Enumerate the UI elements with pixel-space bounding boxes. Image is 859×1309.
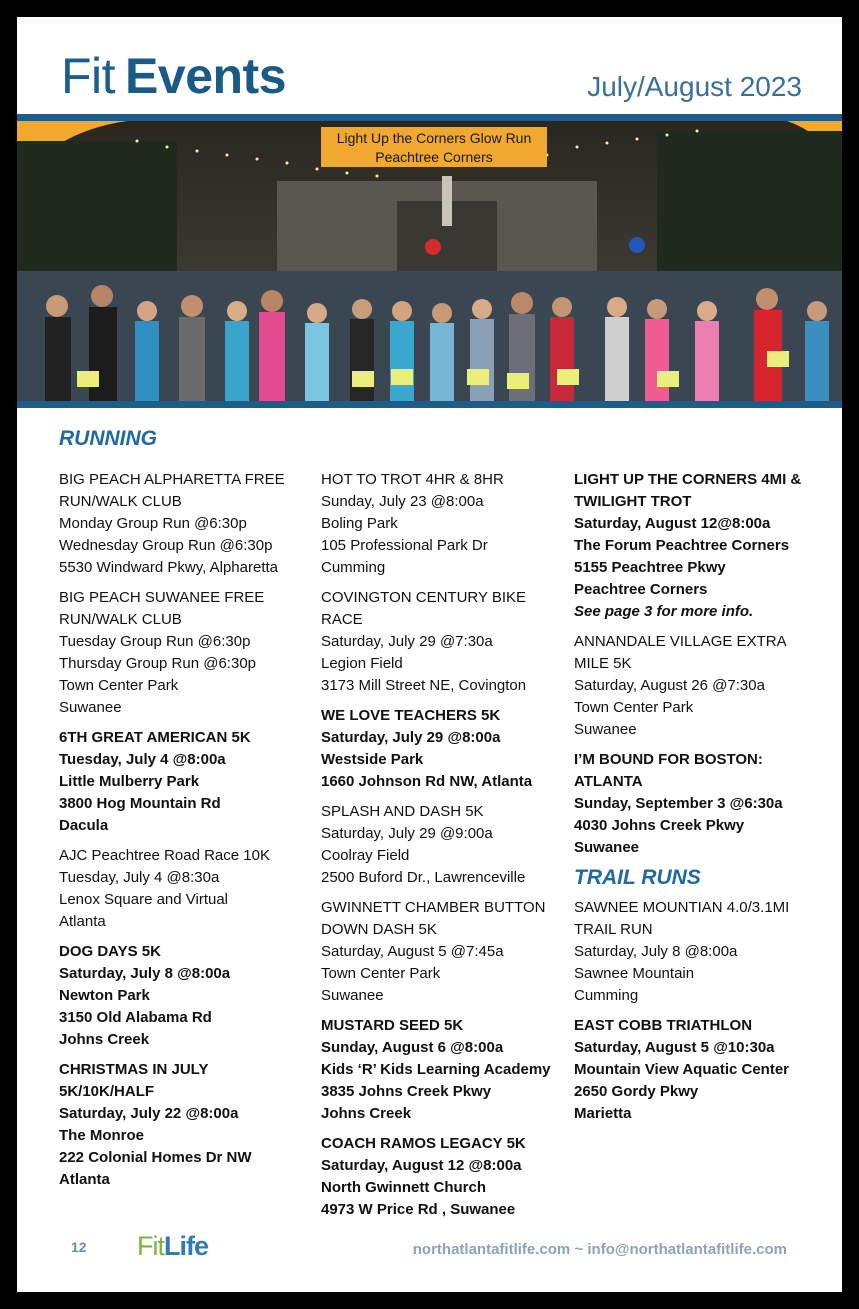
event-detail: 3835 Johns Creek Pkwy: [321, 1083, 492, 1100]
event-detail: Sunday, July 23 @8:00a: [321, 493, 484, 510]
race-crowd-photo: [17, 121, 842, 401]
magazine-page: [17, 17, 842, 1292]
event-detail: Little Mulberry Park: [59, 773, 200, 790]
event-detail: Dacula: [59, 817, 109, 834]
masthead: [17, 17, 842, 115]
event-listing: [59, 941, 309, 1051]
event-name: HOT TO TROT 4HR & 8HR: [321, 471, 504, 488]
event-listing: [59, 469, 309, 579]
event-detail: Johns Creek: [59, 1031, 150, 1048]
event-listing: [59, 587, 309, 719]
event-listing: [574, 631, 824, 741]
event-detail: Suwanee: [574, 721, 637, 738]
photo-caption: [321, 127, 547, 167]
event-listing: [574, 749, 824, 859]
event-detail: Sunday, September 3 @6:30a: [574, 795, 783, 812]
event-name: WE LOVE TEACHERS 5K: [321, 707, 501, 724]
caption-line-2: Peachtree Corners: [375, 149, 493, 165]
event-detail: 3150 Old Alabama Rd: [59, 1009, 212, 1026]
event-detail: Tuesday, July 4 @8:00a: [59, 751, 226, 768]
event-listing: [574, 469, 824, 623]
event-detail: TRAIL RUN: [574, 921, 653, 938]
event-name: BIG PEACH SUWANEE FREE: [59, 589, 265, 606]
events-column-2: [321, 469, 571, 1229]
event-detail: RACE: [321, 611, 363, 628]
event-name: EAST COBB TRIATHLON: [574, 1017, 753, 1034]
event-detail: Tuesday, July 4 @8:30a: [59, 869, 220, 886]
event-detail: Marietta: [574, 1105, 632, 1122]
event-detail: 2650 Gordy Pkwy: [574, 1083, 699, 1100]
event-detail: RUN/WALK CLUB: [59, 611, 182, 628]
page-title: [61, 48, 287, 104]
event-detail: Saturday, August 12@8:00a: [574, 515, 771, 532]
event-detail: ATLANTA: [574, 773, 643, 790]
events-column-3: [574, 469, 824, 1133]
event-detail: Atlanta: [59, 913, 106, 930]
event-detail: Saturday, August 12 @8:00a: [321, 1157, 522, 1174]
event-detail: The Monroe: [59, 1127, 144, 1144]
event-detail: Lenox Square and Virtual: [59, 891, 229, 908]
page-number: 12: [71, 1239, 87, 1255]
top-rule: [17, 114, 842, 121]
title-light: Fit: [61, 48, 116, 104]
event-detail: MILE 5K: [574, 655, 632, 672]
event-listing: [321, 897, 571, 1007]
event-detail: Tuesday Group Run @6:30p: [59, 633, 251, 650]
event-name: SAWNEE MOUNTIAN 4.0/3.1MI: [574, 899, 790, 916]
event-name: COVINGTON CENTURY BIKE: [321, 589, 527, 606]
event-detail: 5530 Windward Pkwy, Alpharetta: [59, 559, 279, 576]
title-bold: Events: [125, 48, 287, 104]
event-listing: [59, 1059, 309, 1191]
event-detail: Monday Group Run @6:30p: [59, 515, 247, 532]
event-detail: Coolray Field: [321, 847, 410, 864]
event-listing: [574, 1015, 824, 1125]
event-detail: The Forum Peachtree Corners: [574, 537, 790, 554]
page-footer: [17, 1227, 842, 1277]
event-detail: Sunday, August 6 @8:00a: [321, 1039, 504, 1056]
event-detail: DOWN DASH 5K: [321, 921, 437, 938]
event-detail: Saturday, July 29 @7:30a: [321, 633, 493, 650]
contact-info: northatlantafitlife.com ~ info@northatlantafitlife.com: [412, 1241, 787, 1258]
event-detail: 222 Colonial Homes Dr NW: [59, 1149, 252, 1166]
caption-line-1: Light Up the Corners Glow Run: [336, 130, 532, 146]
event-detail: Saturday, July 29 @9:00a: [321, 825, 493, 842]
event-listing: [321, 1015, 571, 1125]
event-detail: Suwanee: [59, 699, 122, 716]
event-name: BIG PEACH ALPHARETTA FREE: [59, 471, 285, 488]
event-listing: [59, 845, 309, 933]
event-name: LIGHT UP THE CORNERS 4MI &: [574, 471, 802, 488]
event-detail: Mountain View Aquatic Center: [574, 1061, 790, 1078]
event-detail: Sawnee Mountain: [574, 965, 695, 982]
event-detail: Johns Creek: [321, 1105, 412, 1122]
event-listing: [59, 727, 309, 837]
event-detail: Saturday, July 8 @8:00a: [574, 943, 738, 960]
event-detail: North Gwinnett Church: [321, 1179, 486, 1196]
photo-bottom-rule: [17, 401, 842, 408]
event-detail: 3173 Mill Street NE, Covington: [321, 677, 527, 694]
event-detail: Town Center Park: [574, 699, 694, 716]
event-detail: Thursday Group Run @6:30p: [59, 655, 256, 672]
event-detail: RUN/WALK CLUB: [59, 493, 182, 510]
event-detail: Saturday, August 26 @7:30a: [574, 677, 765, 694]
event-detail: Boling Park: [321, 515, 398, 532]
trail-runs-heading: TRAIL RUNS: [574, 866, 701, 889]
event-detail: Kids ‘R’ Kids Learning Academy: [321, 1061, 551, 1078]
fitlife-logo: [137, 1231, 208, 1262]
event-detail: Legion Field: [321, 655, 403, 672]
running-column-3-list: [574, 469, 824, 859]
event-detail: 5155 Peachtree Pkwy: [574, 559, 726, 576]
event-name: MUSTARD SEED 5K: [321, 1017, 464, 1034]
event-listing: [321, 705, 571, 793]
events-column-1: [59, 469, 309, 1199]
event-detail: Newton Park: [59, 987, 150, 1004]
event-detail: Cumming: [321, 559, 386, 576]
event-listing: [321, 801, 571, 889]
event-name: 6TH GREAT AMERICAN 5K: [59, 729, 251, 746]
event-detail: Cumming: [574, 987, 639, 1004]
event-detail: Suwanee: [574, 839, 640, 856]
event-detail: TWILIGHT TROT: [574, 493, 692, 510]
event-listing: [574, 897, 824, 1007]
trail-runs-list: [574, 897, 824, 1125]
event-name: COACH RAMOS LEGACY 5K: [321, 1135, 526, 1152]
event-detail: Saturday, August 5 @7:45a: [321, 943, 504, 960]
event-name: AJC Peachtree Road Race 10K: [59, 847, 270, 864]
running-heading: RUNNING: [59, 427, 157, 450]
event-detail: 4030 Johns Creek Pkwy: [574, 817, 745, 834]
event-detail: 2500 Buford Dr., Lawrenceville: [321, 869, 526, 886]
event-detail: Suwanee: [321, 987, 384, 1004]
event-detail: Atlanta: [59, 1171, 110, 1188]
issue-date: July/August 2023: [587, 71, 802, 102]
event-detail: 1660 Johnson Rd NW, Atlanta: [321, 773, 533, 790]
event-listing: [321, 469, 571, 579]
event-name: CHRISTMAS IN JULY: [59, 1061, 209, 1078]
event-listing: [321, 587, 571, 697]
logo-fit: Fit: [137, 1231, 164, 1261]
event-listing: [321, 1133, 571, 1221]
event-detail: Town Center Park: [59, 677, 179, 694]
event-detail: Saturday, July 22 @8:00a: [59, 1105, 239, 1122]
event-name: DOG DAYS 5K: [59, 943, 161, 960]
event-detail: Town Center Park: [321, 965, 441, 982]
event-detail: 3800 Hog Mountain Rd: [59, 795, 221, 812]
event-name: SPLASH AND DASH 5K: [321, 803, 484, 820]
event-detail: Westside Park: [321, 751, 424, 768]
event-note: See page 3 for more info.: [574, 603, 754, 620]
logo-life: Life: [164, 1231, 209, 1261]
event-name: GWINNETT CHAMBER BUTTON: [321, 899, 546, 916]
event-detail: Saturday, August 5 @10:30a: [574, 1039, 775, 1056]
event-detail: 5K/10K/HALF: [59, 1083, 155, 1100]
event-detail: Saturday, July 29 @8:00a: [321, 729, 501, 746]
event-detail: Wednesday Group Run @6:30p: [59, 537, 273, 554]
event-name: I’M BOUND FOR BOSTON:: [574, 751, 763, 768]
event-detail: Saturday, July 8 @8:00a: [59, 965, 231, 982]
event-detail: 105 Professional Park Dr: [321, 537, 488, 554]
event-detail: Peachtree Corners: [574, 581, 708, 598]
event-detail: 4973 W Price Rd , Suwanee: [321, 1201, 516, 1218]
event-name: ANNANDALE VILLAGE EXTRA: [574, 633, 787, 650]
